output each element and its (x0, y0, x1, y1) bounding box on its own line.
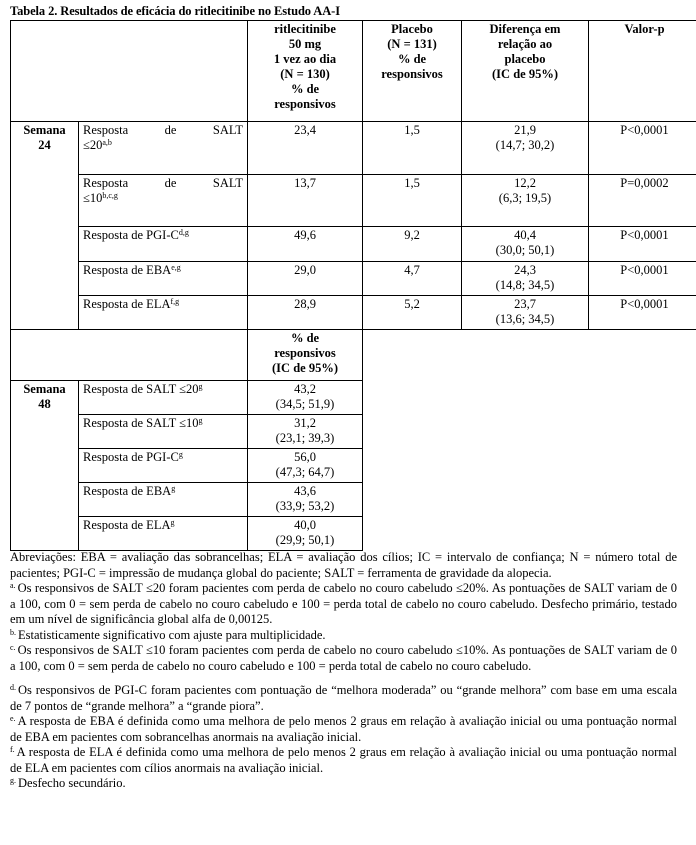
blank-area (363, 415, 696, 449)
week48-label (11, 381, 79, 551)
footnote-d (10, 683, 677, 714)
header-diff-line: relação ao (497, 37, 553, 51)
responders-number: 40,0 (294, 518, 316, 532)
footnote-g (10, 776, 677, 792)
footnote-mark: f. (10, 745, 15, 754)
responders-value (248, 517, 363, 551)
diff-number: 12,2 (514, 176, 536, 190)
diff-ci: (30,0; 50,1) (495, 243, 555, 257)
footnote-text: Os responsivos de SALT ≤10 foram pacientes com perda de cabelo no couro cabeludo ≤10%. As pontuações de SALT variam de 0 a 100, com 0 = sem perda de cabelo no couro cabeludo e 100 = perda total de cabelo no couro cabeludo. (10, 643, 677, 673)
header-placebo-line: % de (397, 52, 427, 66)
footnote-text: Desfecho secundário. (18, 776, 126, 790)
week-label-line: 24 (38, 138, 51, 152)
row-label (79, 175, 248, 227)
footnote-ref: g (178, 450, 183, 459)
week24-label (11, 122, 79, 330)
table-row (11, 262, 696, 296)
header-diff (462, 21, 589, 122)
drug-value: 23,4 (248, 122, 363, 175)
footnote-mark: g. (10, 776, 16, 785)
diff-ci: (6,3; 19,5) (498, 191, 552, 205)
diff-ci: (14,8; 34,5) (495, 278, 555, 292)
header-diff-line: placebo (504, 52, 546, 66)
footnote-ref: b,c,g (102, 191, 118, 200)
footnote-ref: g (198, 382, 203, 391)
header-placebo-line: responsivos (381, 67, 443, 81)
row-label-text: Resposta de ELA (83, 518, 171, 532)
row-label (79, 296, 248, 330)
header2-responders (248, 330, 363, 381)
footnote-ref: f,g (170, 297, 180, 306)
header-drug-line: ritlecitinibe (274, 22, 336, 36)
row-label-text: Resposta de PGI-C (83, 228, 179, 242)
header-empty-cell (11, 21, 248, 122)
header-placebo (363, 21, 462, 122)
table-title: Tabela 2. Resultados de eficácia do ritlecitinibe no Estudo AA-I (10, 4, 340, 18)
header2-line: responsivos (274, 346, 336, 360)
table-row (11, 175, 696, 227)
p-value: P=0,0002 (589, 175, 696, 227)
header-row-48 (11, 330, 696, 381)
responders-number: 56,0 (294, 450, 316, 464)
week-label-line: Semana (23, 382, 66, 396)
blank-area (363, 449, 696, 483)
header-drug-line: % de (290, 82, 320, 96)
placebo-value: 1,5 (363, 122, 462, 175)
header-drug (248, 21, 363, 122)
footnote-text: Estatisticamente significativo com ajuste para multiplicidade. (18, 627, 326, 642)
row-label-line1: Resposta de SALT (83, 176, 243, 190)
header2-line: % de (290, 331, 320, 345)
footnote-mark: e. (10, 714, 16, 723)
responders-ci: (47,3; 64,7) (275, 465, 335, 479)
header-drug-line: (N = 130) (280, 67, 330, 81)
footnotes (10, 550, 677, 792)
footnote-b (10, 628, 677, 644)
blank-area (363, 517, 696, 551)
footnote-text: Os responsivos de PGI-C foram pacientes com pontuação de “melhora moderada” ou “grande melhora” com base em uma escala de 7 pontos de “grande melhora” a “grande piora”. (10, 683, 677, 713)
week-label-line: Semana (23, 123, 66, 137)
footnote-mark: a. (10, 581, 16, 590)
row-label-text: Resposta de SALT ≤10 (83, 416, 199, 430)
diff-value (462, 262, 589, 296)
footnote-text: Os responsivos de SALT ≤20 foram pacientes com perda de cabelo no couro cabeludo ≤20%. As pontuações de SALT variam de 0 a 100, com 0 = sem perda de cabelo no couro cabeludo e 100 = perda total de cabelo no couro cabeludo. Desfecho primário, testado em um nível de significância global alfa de 0,00125. (10, 581, 677, 626)
responders-ci: (33,9; 53,2) (275, 499, 335, 513)
footnote-text: A resposta de ELA é definida como uma melhora de pelo menos 2 graus em relação à avaliação inicial ou uma pontuação normal de ELA em pacientes com cílios anormais na avaliação inicial. (10, 745, 677, 775)
row-label (79, 262, 248, 296)
drug-value: 28,9 (248, 296, 363, 330)
header-placebo-line: Placebo (391, 22, 433, 36)
diff-value (462, 227, 589, 262)
responders-number: 43,2 (294, 382, 316, 396)
responders-ci: (29,9; 50,1) (275, 533, 335, 547)
responders-number: 43,6 (294, 484, 316, 498)
header-row (11, 21, 696, 122)
header-placebo-line: (N = 131) (387, 37, 437, 51)
footnote-mark: b. (10, 627, 16, 637)
header2-line: (IC de 95%) (272, 361, 338, 375)
placebo-value: 9,2 (363, 227, 462, 262)
diff-number: 24,3 (514, 263, 536, 277)
footnote-e (10, 714, 677, 745)
blank-area (363, 381, 696, 415)
responders-value (248, 381, 363, 415)
row-label-text: Resposta de EBA (83, 263, 172, 277)
row-label-text: Resposta de SALT ≤20 (83, 382, 199, 396)
drug-value: 13,7 (248, 175, 363, 227)
table-row (11, 483, 696, 517)
placebo-value: 4,7 (363, 262, 462, 296)
row-label-text: ≤10 (83, 191, 103, 205)
p-value: P<0,0001 (589, 296, 696, 330)
responders-number: 31,2 (294, 416, 316, 430)
row-label-line2 (83, 138, 243, 153)
footnote-text: A resposta de EBA é definida como uma melhora de pelo menos 2 graus em relação à avaliação inicial ou uma pontuação normal de EBA em pacientes com sobrancelhas anormais na avaliação inicial. (10, 714, 677, 744)
diff-number: 40,4 (514, 228, 536, 242)
row-label-text: Resposta de PGI-C (83, 450, 179, 464)
drug-value: 29,0 (248, 262, 363, 296)
footnote-ref: a,b (102, 138, 112, 147)
responders-ci: (34,5; 51,9) (275, 397, 335, 411)
table-row (11, 381, 696, 415)
footnote-f (10, 745, 677, 776)
footnote-ref: g (170, 518, 175, 527)
header-drug-line: 1 vez ao dia (273, 52, 337, 66)
row-label-text: Resposta de EBA (83, 484, 172, 498)
table-row (11, 122, 696, 175)
footnote-ref: g (198, 416, 203, 425)
row-label-line2 (83, 191, 243, 206)
abbreviations-note: Abreviações: EBA = avaliação das sobrancelhas; ELA = avaliação dos cílios; IC = intervalo de confiança; N = número total de pacientes; PGI-C = impressão de mudança global do paciente; SALT = ferramenta de gravidade da alopecia. (10, 550, 677, 580)
row-label (79, 227, 248, 262)
row-label (79, 449, 248, 483)
diff-value (462, 122, 589, 175)
week-label-line: 48 (38, 397, 51, 411)
footnote-a (10, 581, 677, 628)
diff-ci: (14,7; 30,2) (495, 138, 555, 152)
table-row (11, 449, 696, 483)
footnote-ref: d,g (178, 228, 189, 237)
footnote-ref: e,g (171, 263, 181, 272)
table-row (11, 517, 696, 551)
footnote-c (10, 643, 677, 674)
row-label (79, 381, 248, 415)
row-label (79, 122, 248, 175)
diff-number: 21,9 (514, 123, 536, 137)
blank-area (363, 483, 696, 517)
placebo-value: 1,5 (363, 175, 462, 227)
diff-number: 23,7 (514, 297, 536, 311)
footnote-ref: g (171, 484, 176, 493)
responders-ci: (23,1; 39,3) (275, 431, 335, 445)
efficacy-table (10, 20, 696, 551)
diff-value (462, 296, 589, 330)
blank-area (363, 330, 696, 381)
p-value: P<0,0001 (589, 262, 696, 296)
header-pvalue: Valor-p (589, 21, 696, 122)
table-row (11, 296, 696, 330)
responders-value (248, 449, 363, 483)
table-row (11, 227, 696, 262)
p-value: P<0,0001 (589, 227, 696, 262)
p-value: P<0,0001 (589, 122, 696, 175)
header-diff-line: (IC de 95%) (492, 67, 558, 81)
drug-value: 49,6 (248, 227, 363, 262)
header-drug-line: responsivos (274, 97, 336, 111)
row-label-text: ≤20 (83, 138, 103, 152)
diff-ci: (13,6; 34,5) (495, 312, 555, 326)
diff-value (462, 175, 589, 227)
header-drug-line: 50 mg (288, 37, 322, 51)
header2-empty-cell (11, 330, 248, 381)
footnote-mark: d. (10, 683, 16, 692)
header-diff-line: Diferença em (489, 22, 561, 36)
row-label-text: Resposta de ELA (83, 297, 171, 311)
footnote-mark: c. (10, 643, 16, 652)
responders-value (248, 415, 363, 449)
row-label (79, 483, 248, 517)
row-label (79, 415, 248, 449)
table-row (11, 415, 696, 449)
responders-value (248, 483, 363, 517)
row-label-line1: Resposta de SALT (83, 123, 243, 137)
placebo-value: 5,2 (363, 296, 462, 330)
row-label (79, 517, 248, 551)
